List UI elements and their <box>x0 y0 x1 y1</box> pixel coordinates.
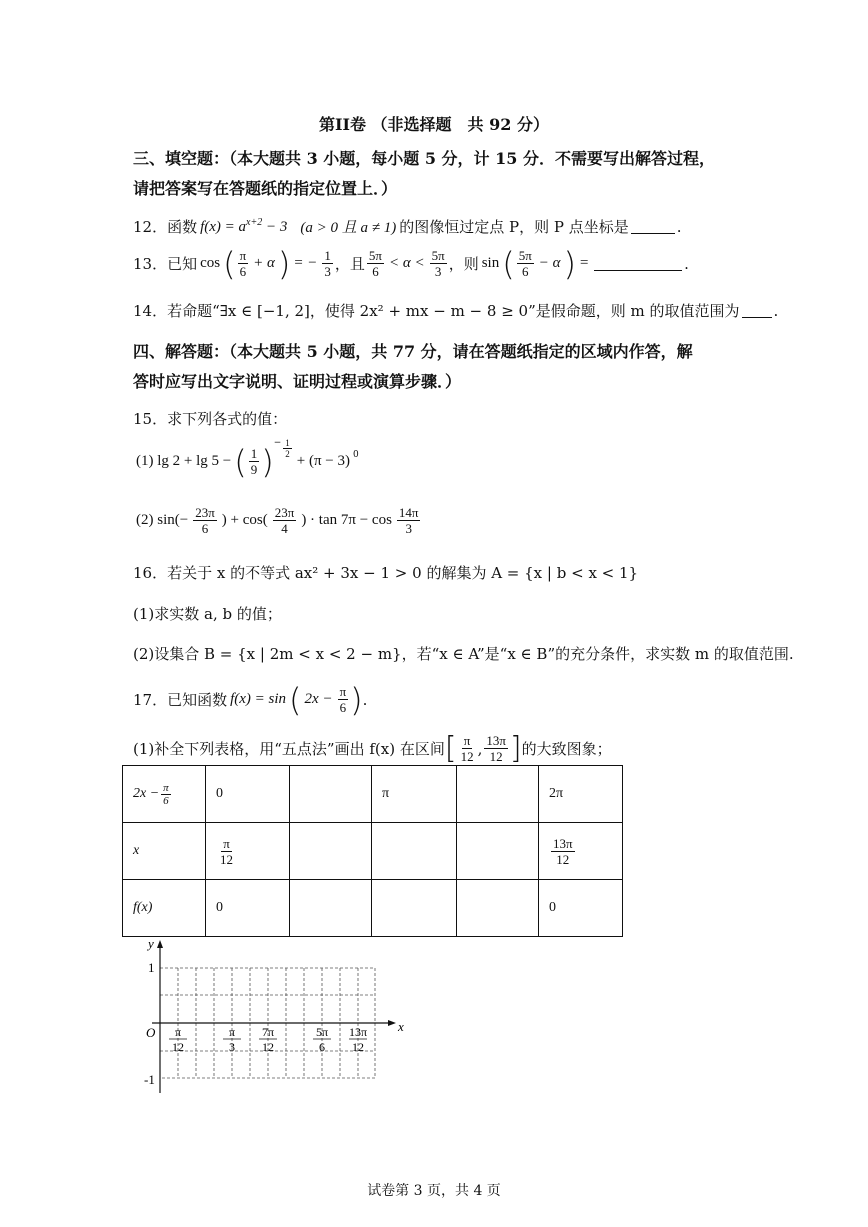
y-axis-label: y <box>148 938 154 951</box>
q12-condition: (a > 0 且 a ≠ 1) <box>300 220 397 236</box>
q13-equals2: = <box>579 255 590 271</box>
q17p1-frac1 <box>459 733 476 764</box>
q13-lparen2: ( <box>502 244 515 283</box>
question-15-part2 <box>133 505 422 536</box>
page-footer: 试卷第 3 页，共 4 页 <box>367 1183 501 1199</box>
table-cell-label: f(x) <box>123 880 206 937</box>
frac-den: 12 <box>489 749 503 764</box>
q15p2-tail: ) · tan 7π − cos <box>301 512 392 528</box>
x-axis-label: x <box>398 1019 404 1034</box>
q15p1-rparen: ) <box>261 442 274 481</box>
frac-den: 12 <box>220 851 233 867</box>
x-tick-denominator: 12 <box>262 1040 274 1054</box>
q13-5pi-over-3 <box>430 248 447 279</box>
frac-den: 3 <box>405 521 412 536</box>
q13-5pi-over-6b <box>517 248 534 279</box>
table-row <box>123 766 623 823</box>
q14-answer-blank[interactable] <box>742 303 772 318</box>
frac-num: 23π <box>274 505 295 520</box>
q15p2-frac1 <box>193 505 217 536</box>
x-tick-numerator: 13π <box>348 1025 368 1039</box>
q12-text: 的图像恒过定点 P，则 P 点坐标是 <box>399 218 629 236</box>
table-cell-blank[interactable] <box>457 766 539 823</box>
q17p1-lbracket: [ <box>444 730 457 766</box>
frac-den: 3 <box>324 264 331 279</box>
q13-inequality: < α < <box>388 255 425 271</box>
table-cell: π <box>372 766 457 823</box>
x-axis-arrow-icon <box>388 1020 396 1026</box>
frac-num: 13π <box>486 733 506 748</box>
frac-num: 5π <box>431 248 445 263</box>
frac-num: 13π <box>553 835 573 851</box>
section-four-line2: 答时应写出文字说明、证明过程或演算步骤．） <box>133 372 462 391</box>
question-17-part1 <box>133 730 612 766</box>
question-12 <box>133 216 681 237</box>
table-cell-blank[interactable] <box>290 823 372 880</box>
question-17-title <box>133 680 368 719</box>
q13-pi-over-6 <box>238 248 249 279</box>
exp-sign: − <box>273 438 282 448</box>
q13-minus-alpha: − α <box>538 255 561 271</box>
table-cell: 0 <box>206 766 290 823</box>
q13-sin: sin <box>481 255 500 271</box>
q17p1-comma: , <box>477 739 483 758</box>
frac-num: π <box>339 684 347 699</box>
q13-period: . <box>684 254 689 273</box>
x-tick-denominator: 6 <box>319 1040 325 1054</box>
q17-inner: 2x − <box>304 691 333 707</box>
frac-den: 6 <box>339 700 347 715</box>
q17-rparen: ) <box>350 680 363 719</box>
q13-cos: cos <box>200 255 221 271</box>
frac-num: 5π <box>368 248 382 263</box>
frac-den: 12 <box>460 749 474 764</box>
q13-then: ，则 <box>448 255 479 273</box>
q13-rparen: ) <box>277 244 291 283</box>
q14-period: . <box>773 301 779 320</box>
question-14 <box>133 300 778 321</box>
q12-exponent: x+2 <box>246 217 263 228</box>
frac-num: π <box>239 248 247 263</box>
question-16-part1: (1)求实数 a, b 的值； <box>133 605 282 623</box>
q15p2-frac2 <box>273 505 297 536</box>
q13-number: 13．已知 <box>133 255 198 273</box>
q12-number: 12．函数 <box>133 218 198 236</box>
frac-den: 6 <box>163 794 169 807</box>
q13-5pi-over-6 <box>367 248 384 279</box>
label-text: 2x − <box>133 786 160 801</box>
frac-num: π <box>463 733 471 748</box>
question-13 <box>133 244 689 283</box>
q17p1-tail: 的大致图象； <box>521 740 612 758</box>
q15p2-mid: ) + cos( <box>221 512 268 528</box>
q15p2-lead: (2) sin(− <box>136 512 189 528</box>
q12-func-base: f(x) = a <box>200 219 247 235</box>
table-cell-label: x <box>123 823 206 880</box>
section-three-heading <box>133 144 753 204</box>
table-cell-blank[interactable] <box>457 880 539 937</box>
x-tick-numerator: π <box>228 1025 236 1039</box>
x-tick-denominator: 3 <box>229 1040 235 1054</box>
table-row <box>123 880 623 937</box>
table-cell: 0 <box>539 880 623 937</box>
table-cell-blank[interactable] <box>290 766 372 823</box>
section-three-line2: 请把答案写在答题纸的指定位置上．） <box>133 179 398 198</box>
q13-answer-blank[interactable] <box>594 256 682 271</box>
y-axis-arrow-icon <box>157 940 163 948</box>
section-four-line1: 四、解答题：（本大题共 5 小题，共 77 分，请在答题纸指定的区域内作答，解 <box>133 342 693 361</box>
question-16-part2: (2)设集合 B = {x | 2m < x < 2 − m}，若“x ∈ A”是“x ∈ B”的充分条件，求实数 m 的取值范围. <box>133 645 794 663</box>
q13-rparen2: ) <box>563 244 577 283</box>
q17p1-rbracket: ] <box>509 730 522 766</box>
x-tick-numerator: 7π <box>261 1025 275 1039</box>
cell-frac <box>218 836 235 867</box>
q12-function <box>200 217 287 236</box>
table-cell-blank[interactable] <box>457 823 539 880</box>
frac-num: 1 <box>324 248 331 263</box>
x-tick-denominator: 12 <box>172 1040 184 1054</box>
frac-num: 1 <box>285 438 290 448</box>
part-title: 第II卷 （非选择题 共 92 分） <box>319 115 549 134</box>
table-cell: 0 <box>206 880 290 937</box>
q15p1-lead: (1) lg 2 + lg 5 − <box>136 453 232 469</box>
q13-lparen: ( <box>223 244 236 283</box>
cell-frac <box>551 836 575 867</box>
frac-den: 3 <box>434 264 442 279</box>
question-16-title: 16．若关于 x 的不等式 ax² + 3x − 1 > 0 的解集为 A = {x | b < x < 1} <box>133 564 639 582</box>
frac-num: 14π <box>398 505 419 520</box>
table-cell-blank[interactable] <box>372 880 457 937</box>
table-cell <box>539 823 623 880</box>
frac-num: π <box>223 835 230 851</box>
y-tick-1: 1 <box>148 960 155 975</box>
q15p2-frac3 <box>397 505 421 536</box>
q12-answer-blank[interactable] <box>631 219 675 234</box>
q13-plus-alpha: + α <box>253 255 275 271</box>
exp-frac <box>283 438 292 459</box>
q13-one-third <box>322 248 333 279</box>
q17p1-frac2 <box>484 733 508 764</box>
frac-den: 12 <box>556 851 570 867</box>
table-cell: 2π <box>539 766 623 823</box>
label-frac <box>161 782 171 807</box>
table-row <box>123 823 623 880</box>
frac-num: 1 <box>250 446 258 461</box>
section-three-line1: 三、填空题：（本大题共 3 小题，每小题 5 分，计 15 分．不需要写出解答过程， <box>133 149 715 168</box>
origin-label: O <box>146 1025 156 1040</box>
q17-function: f(x) = sin <box>230 691 287 707</box>
frac-den: 9 <box>250 462 258 477</box>
x-tick-labels <box>169 1025 367 1054</box>
five-point-table <box>122 765 623 937</box>
frac-num: π <box>163 781 169 794</box>
q12-func-tail: − 3 <box>262 219 288 235</box>
y-tick-neg1: -1 <box>144 1072 155 1087</box>
x-tick-denominator: 12 <box>352 1040 364 1054</box>
frac-den: 6 <box>239 264 247 279</box>
frac-den: 6 <box>372 264 379 279</box>
q13-equals: = − <box>293 255 318 271</box>
q15p1-exponent <box>274 438 294 459</box>
q17-pi-over-6 <box>338 684 349 715</box>
frac-num: 5π <box>518 248 532 263</box>
question-15-part1 <box>133 438 359 481</box>
table-cell <box>206 823 290 880</box>
q15p1-zero-exp: 0 <box>353 449 359 460</box>
frac-num: 23π <box>195 505 215 520</box>
frac-den: 6 <box>201 521 209 536</box>
q14-text: 14．若命题“∃x ∈ [−1, 2]，使得 2x² + mx − m − 8 ≥ 0”是假命题，则 m 的取值范围为 <box>133 302 740 320</box>
q15p1-lparen: ( <box>234 442 247 481</box>
frac-den: 2 <box>285 449 290 459</box>
table-cell-blank[interactable] <box>290 880 372 937</box>
q17-lparen: ( <box>289 680 302 719</box>
q13-and: ，且 <box>334 255 365 273</box>
q17p1-lead: (1)补全下列表格，用“五点法”画出 f(x) 在区间 <box>133 740 445 758</box>
frac-den: 4 <box>281 521 288 536</box>
frac-den: 6 <box>521 264 529 279</box>
table-cell-blank[interactable] <box>372 823 457 880</box>
section-four-heading <box>133 337 753 397</box>
x-tick-numerator: 5π <box>315 1025 329 1039</box>
q12-period: . <box>676 217 682 236</box>
row-label-2x-minus-pi6 <box>133 782 173 807</box>
question-15-title: 15．求下列各式的值： <box>133 410 288 428</box>
q17-period: . <box>362 690 368 709</box>
q15p1-one-ninth <box>249 446 260 477</box>
table-cell-label <box>123 766 206 823</box>
q17-lead: 17．已知函数 <box>133 691 228 709</box>
x-tick-numerator: π <box>174 1025 182 1039</box>
q15p1-tail: + (π − 3) <box>296 453 350 469</box>
graph-axes[interactable] <box>130 938 420 1098</box>
